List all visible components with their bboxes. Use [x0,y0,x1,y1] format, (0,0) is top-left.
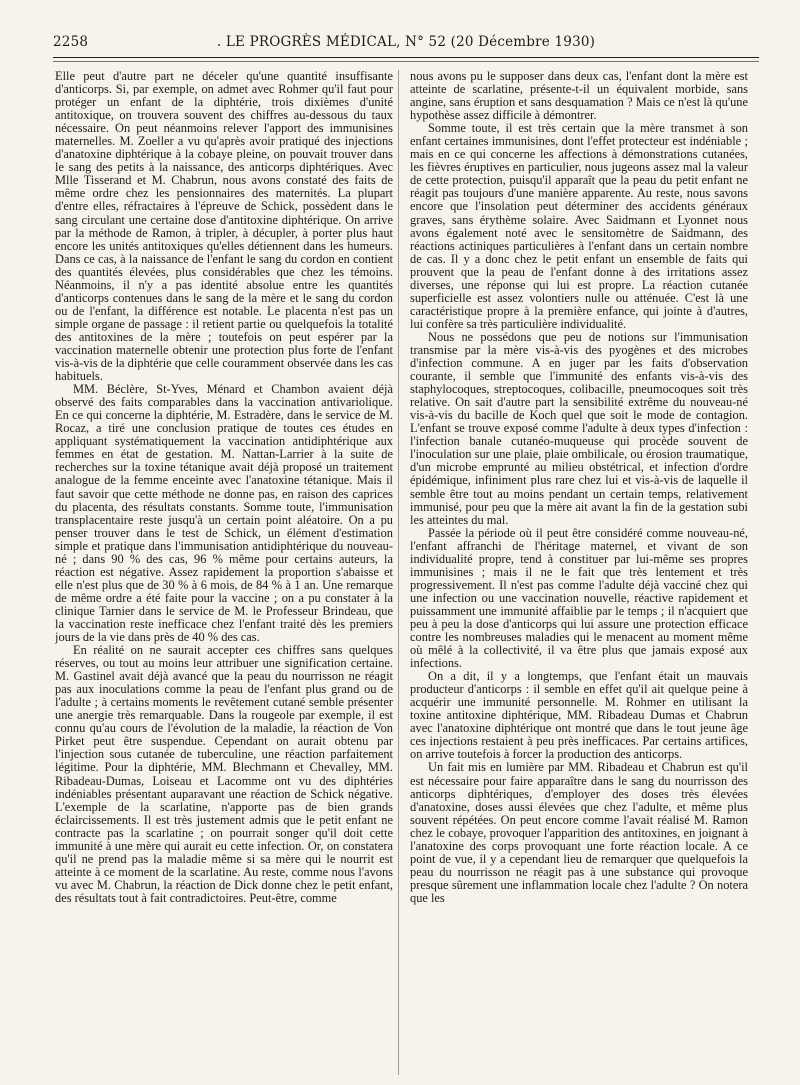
paragraph: Elle peut d'autre part ne déceler qu'une quantité insuffisante d'anticorps. Si, par exemple, on admet avec Rohmer qu'il faut pour protéger un enfant de la diphtérie, trois dixièmes d'unité antitoxique, on trouvera souvent des chiffres au-dessous du taux nécessaire. On peut néanmoins relever l'apport des immunisines maternelles. M. Zoeller a vu qu'après avoir pratiqué des injections d'anatoxine diphtérique à la cobaye pleine, on pouvait trouver dans le sang des petits à la naissance, des anticorps diphtériques. Avec Mlle Tisserand et M. Chabrun, nous avons constaté des faits de même ordre chez les pensionnaires des maternités. La plupart d'entre elles, réfractaires à l'épreuve de Schick, possèdent dans le sang circulant une certaine dose d'antitoxine diphtérique. On arrive par la méthode de Ramon, à tripler, à décupler, à porter plus haut encore les unités antitoxiques qu'elles détiennent dans les humeurs. Dans ce cas, à la naissance de l'enfant le sang du cordon en contient des quantités élevées, plus considérables que chez les témoins. Néanmoins, il n'y a pas identité absolue entre les quantités d'anticorps contenues dans le sang de la mère et le sang du cordon ou de l'enfant, la différence est notable. Le placenta n'est pas un simple organe de passage : il retient partie ou quelquefois la totalité des antitoxines de la mère ; toutefois on peut espérer par la vaccination maternelle obtenir une protection plus forte de l'enfant vis-à-vis de la diphtérie que celle couramment observée dans les cas habituels. [55,70,393,384]
paragraph: Nous ne possédons que peu de notions sur l'immunisation transmise par la mère vis-à-vis des pyogènes et des microbes d'infection commune. A en juger par les faits d'observation courante, il semble que l'immunité des enfants vis-à-vis des staphylocoques, streptocoques, colibacille, pneumocoques soit très relative. On sait d'autre part la sensibilité extrême du nouveau-né vis-à-vis du bacille de Koch quel que soit le mode de contagion. L'enfant se trouve exposé comme l'adulte à deux types d'infection : l'infection banale cutanéo-muqueuse qui procède souvent de l'inoculation sur une plaie, plaie ombilicale, ou érosion traumatique, d'un microbe emprunté au milieu obstétrical, et infection d'ordre épidémique, infiniment plus rare chez lui et vis-à-vis de laquelle il semble être tout au moins pendant un certain temps, relativement immunisé, pour peu que la mère ait avant la fin de la gestation subi les atteintes du mal. [410,329,748,527]
column-divider [398,70,399,1075]
paragraph: Un fait mis en lumière par MM. Ribadeau et Chabrun est qu'il est nécessaire pour faire apparaître dans le sang du nourrisson des anticorps diphtériques, d'employer des doses très élevées d'anatoxine, doses aussi élevées que chez l'adulte, et même plus souvent répétées. On peut encore comme l'avait réalisé M. Ramon chez le cobaye, provoquer l'apparition des antitoxines, en joignant à l'anatoxine des corps provoquant une forte réaction locale. A ce point de vue, il y a cependant lieu de remarquer que quelquefois la peau du nourrisson ne réagit pas à une substance qui provoque presque sûrement une inflammation locale chez l'adulte ? On notera que les [410,760,748,905]
paragraph: Somme toute, il est très certain que la mère transmet à son enfant certaines immunisines, dont l'effet protecteur est indéniable ; mais en ce qui concerne les affections à démonstrations cutanées, les fièvres éruptives en particulier, nous jugeons assez mal la valeur de cette protection, puisqu'il apparaît que la peau du petit enfant ne réagit pas toujours d'une manière apparente. Au reste, nous savons encore que l'insolation peut déterminer des accidents généraux graves, sans érythème solaire. Avec Saidmann et Lyonnet nous avons également noté avec le sensitomètre de Saidmann, des réactions actiniques particulières à l'enfant dans un certain nombre de cas. Il y a donc chez le petit enfant un ensemble de faits qui prouvent que la peau de l'enfant donne à des irritations assez diverses, une réponse qui lui est propre. La réaction cutanée superficielle est assez volontiers nulle ou atténuée. C'est là une caractéristique propre à la première enfance, qui jointe à d'autres, lui confère sa très particulière individualité. [410,121,748,331]
left-column [55,70,393,1075]
paragraph: En réalité on ne saurait accepter ces chiffres sans quelques réserves, ou tout au moins leur attribuer une signification certaine. M. Gastinel avait déjà avancé que la peau du nourrisson ne réagit pas aux inoculations comme la peau de l'enfant plus grand ou de l'adulte ; à certains moments le revêtement cutané semble présenter une anergie très remarquable. Dans la rougeole par exemple, il est connu qu'au cours de l'évolution de la maladie, la réaction de Von Pirket peut être suspendue. Cependant on aurait obtenu par l'injection sous cutanée de tuberculine, une réaction parfaitement légitime. Pour la diphtérie, MM. Blechmann et Chevalley, MM. Ribadeau-Dumas, Loiseau et Lacomme ont vu des diphtéries indéniables présentant auparavant une réaction de Schick négative. L'exemple de la scarlatine, n'apporte pas de bien grands éclaircissements. Il est très justement admis que le petit enfant ne contracte pas la scarlatine ; on pourrait songer qu'il doit cette immunité à une mère qui aurait eu cette infection. Or, on constatera qu'il ne prend pas la maladie même si sa mère qui le nourrit est atteinte à ce moment de la scarlatine. Au reste, comme nous l'avons vu avec M. Chabrun, la réaction de Dick donne chez le petit enfant, des résultats tout à fait contradictoires. Peut-être, comme [55,643,393,905]
paragraph: Passée la période où il peut être considéré comme nouveau-né, l'enfant affranchi de l'héritage maternel, et vivant de son individualité propre, tend à constituer par lui-même ses propres immunisines ; mais il ne le fait que très lentement et très progressivement. Il n'est pas comme l'adulte déjà vacciné chez qui une infection ou une vaccination nouvelle, réactive rapidement et puissamment une immunité affaiblie par le temps ; il n'acquiert que peu à peu la dose d'anticorps qui lui assure une protection efficace contre les nombreuses maladies qui le menacent au moment même où mêlé à la collectivité, il va être plus que jamais exposé aux infections. [410,525,748,671]
header-rule [53,57,759,58]
header-rule-thin [53,61,759,62]
page-header [53,34,759,54]
running-head: . LE PROGRÈS MÉDICAL, N° 52 (20 Décembre 1930) [216,34,596,50]
page-number: 2258 [53,34,89,50]
paragraph: On a dit, il y a longtemps, que l'enfant était un mauvais producteur d'anticorps : il semble en effet qu'il ait quelque peine à acquérir une immunité personnelle. M. Rohmer en utilisant la toxine antitoxine diphtérique, MM. Ribadeau Dumas et Chabrun avec l'anatoxine diphtérique ont montré que dans le tout jeune âge ces injections restaient à peu près inefficaces. Par certains artifices, on arrive toutefois à forcer la production des anticorps. [410,669,748,762]
paragraph: MM. Béclère, St-Yves, Ménard et Chambon avaient déjà observé des faits comparables dans la vaccination antivariolique. En ce qui concerne la diphtérie, M. Estradère, dans le service de M. Rocaz, a tiré une conclusion pratique de toutes ces études en appliquant systématiquement la vaccination antidiphtérique aux femmes en état de gestation. M. Nattan-Larrier à la suite de recherches sur la toxine tétanique avait déjà proposé un traitement analogue de la femme enceinte avec l'anatoxine tétanique. Mais il faut savoir que cette méthode ne donne pas, en raison des caprices du placenta, des résultats constants. Somme toute, l'immunisation transplacentaire reste jusqu'à un certain point aléatoire. On a pu penser trouver dans le test de Schick, un élément d'estimation simple et pratique dans l'immunisation antidiphtérique du nouveau-né ; dans 90 % des cas, 96 % même pour certains auteurs, la réaction est négative. Assez rapidement la proportion s'abaisse et elle n'est plus que de 30 % à 6 mois, de 84 % à 1 an. Une remarque de même ordre a été faite pour la vaccine ; on a pu constater à la clinique Tarnier dans le service de M. le Professeur Brindeau, que la vaccination reste inefficace chez l'enfant traité dès les premiers jours de la vie dans près de 40 % des cas. [55,382,393,645]
paragraph: nous avons pu le supposer dans deux cas, l'enfant dont la mère est atteinte de scarlatine, présente-t-il un équivalent morbide, sans angine, sans éruption et sans desquamation ? Mais ce n'est là qu'une hypothèse assez difficile à démontrer. [410,70,748,123]
right-column [410,70,748,1075]
